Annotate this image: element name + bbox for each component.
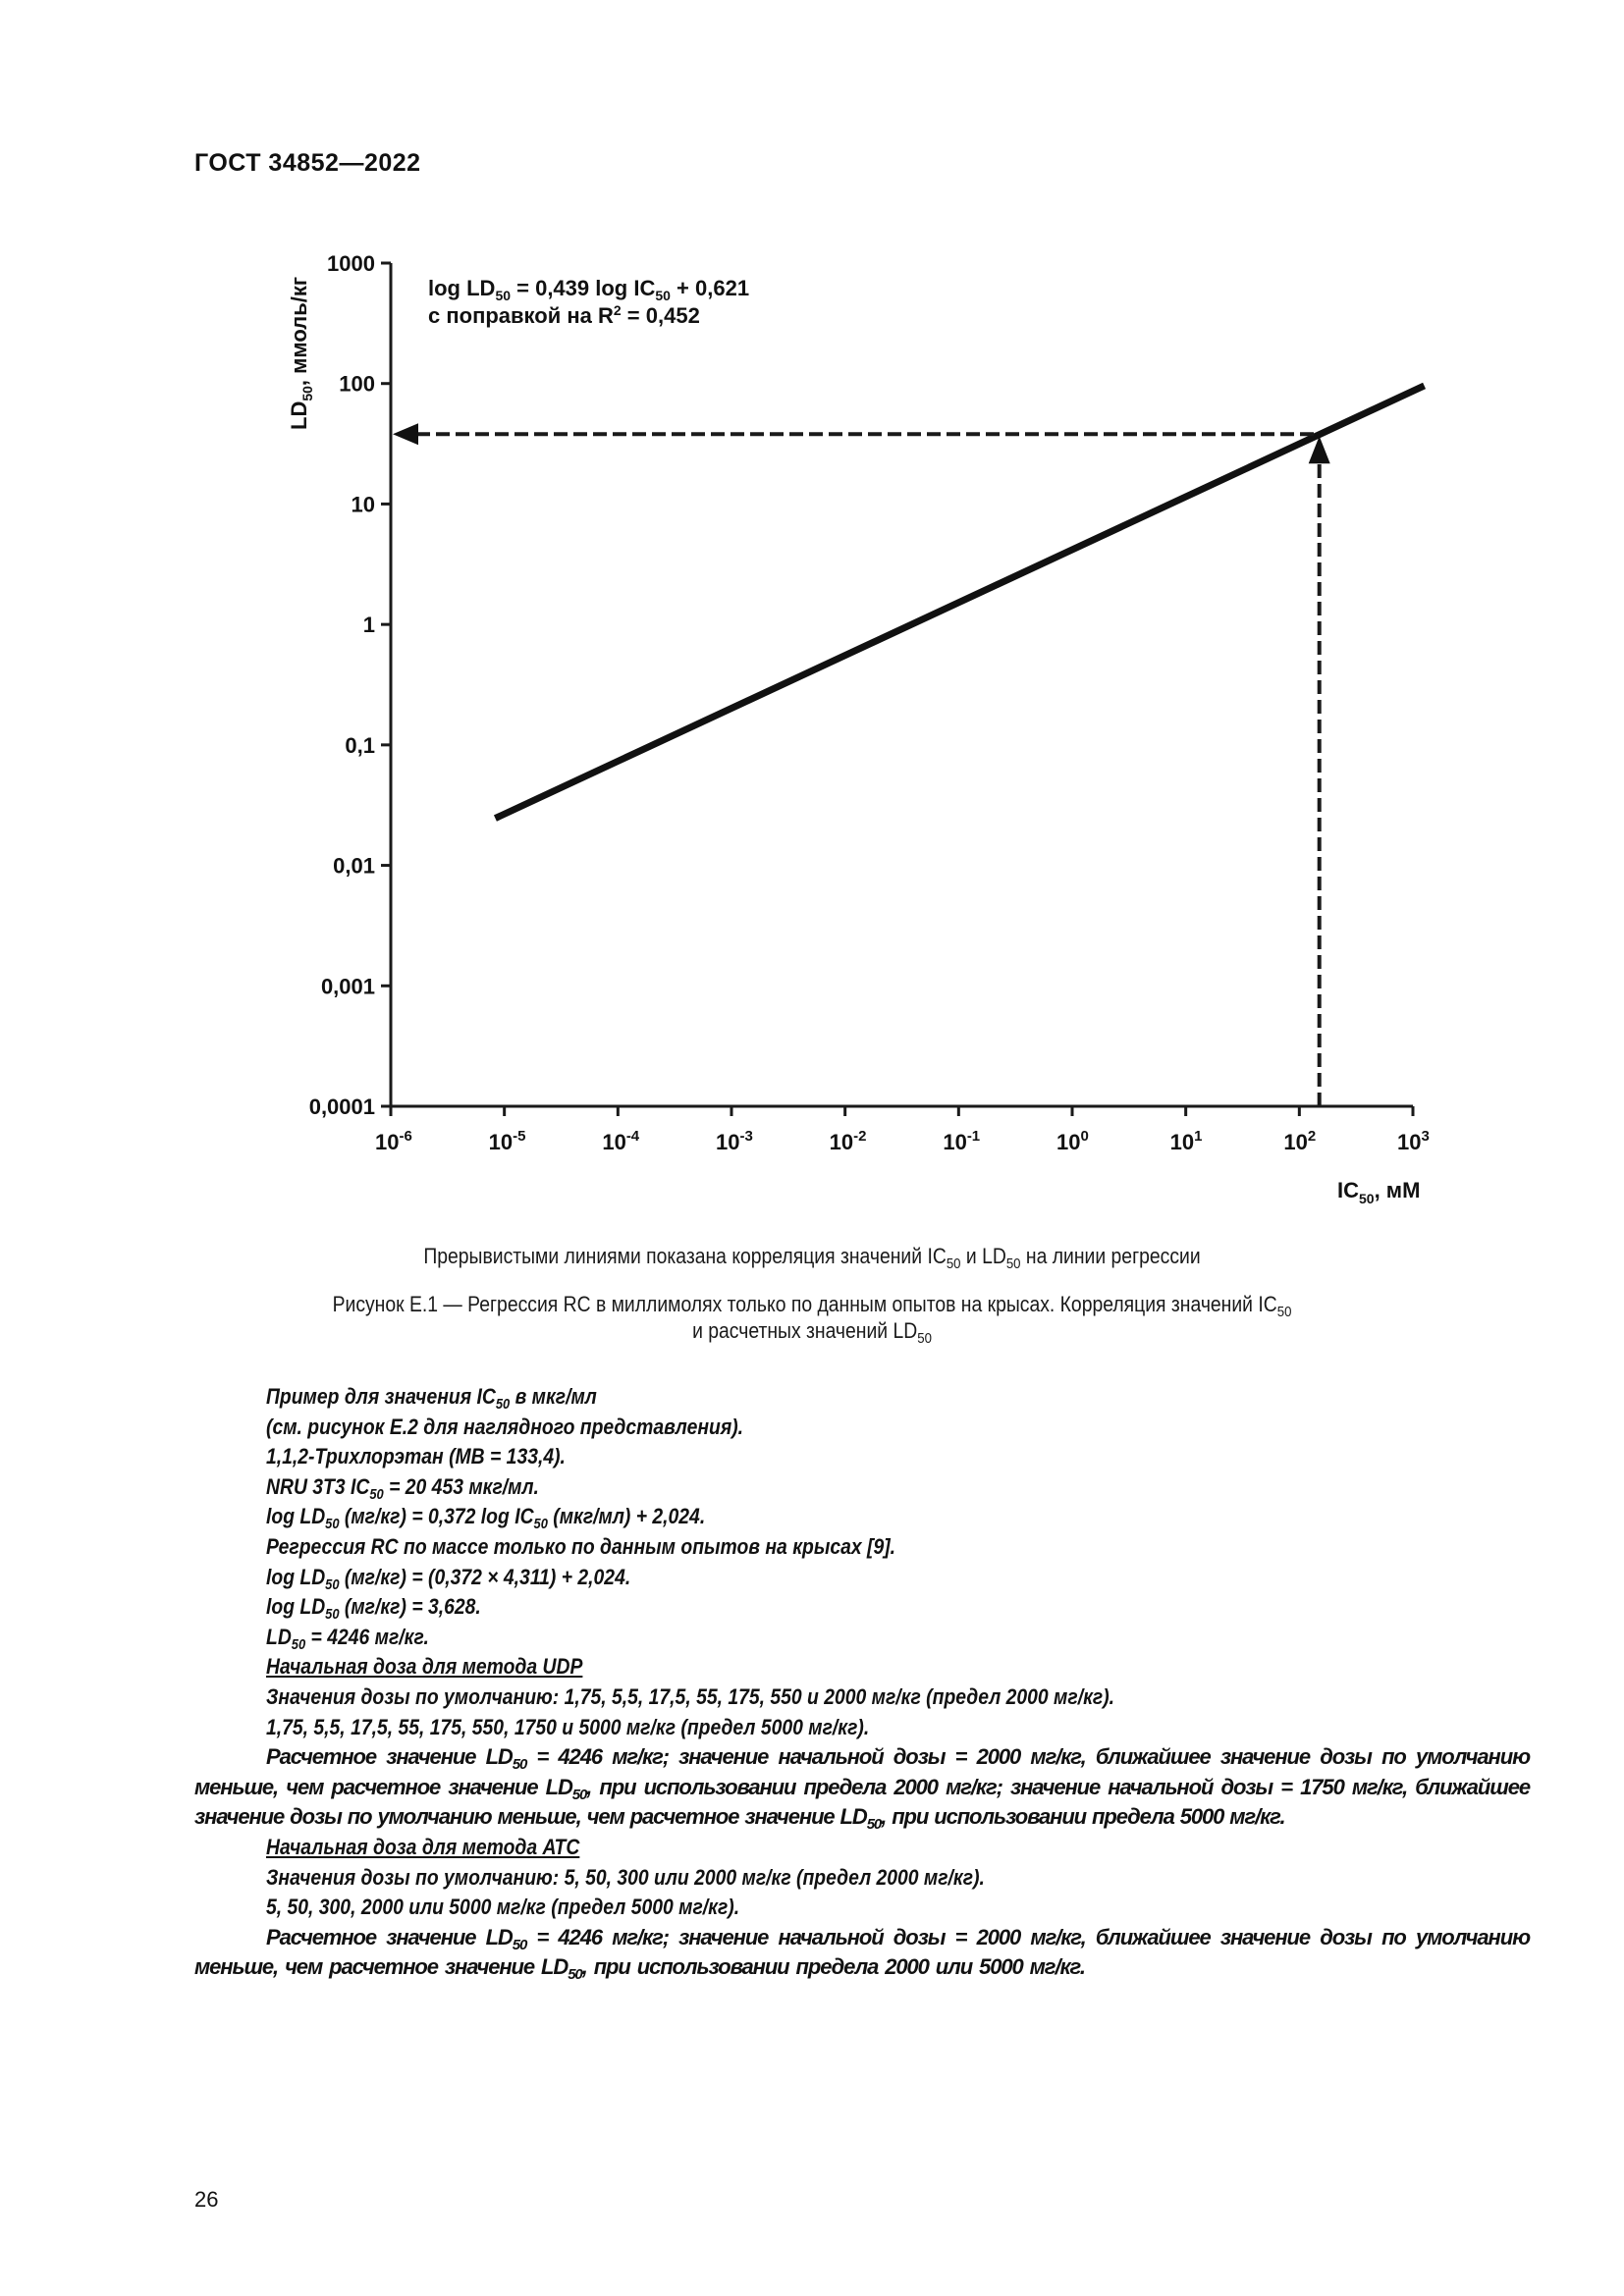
- axes: [383, 263, 1413, 1114]
- x-tick-label: $10^3$: [1397, 1128, 1430, 1154]
- example-line: $\log LD_{50}$ (мг/кг) = 3,628.: [266, 1594, 481, 1624]
- document-header: ГОСТ 34852—2022: [194, 149, 421, 177]
- atc-heading: Начальная доза для метода АТС: [266, 1834, 580, 1859]
- example-line: 1,1,2-Трихлорэтан (МВ = 133,4).: [266, 1444, 566, 1469]
- page-number: 26: [194, 2187, 219, 2212]
- udp-line: 1,75, 5,5, 17,5, 55, 175, 550, 1750 и 5000 мг/кг (предел 5000 мг/кг).: [266, 1714, 870, 1739]
- udp-heading: Начальная доза для метода UDP: [266, 1654, 583, 1680]
- x-tick-label: $10^0$: [1056, 1128, 1089, 1154]
- x-tick-label: $10^2$: [1283, 1128, 1317, 1154]
- example-line: Регрессия RC по массе только по данным опытов на крысах [9].: [266, 1533, 896, 1559]
- example-line: $\log LD_{50}$ (мг/кг) = (0,372 × 4,311) + 2,024.: [266, 1564, 631, 1593]
- y-tick-label: 0,001: [320, 974, 375, 999]
- arrow-left-icon: [393, 423, 418, 445]
- x-axis-label: $IC_{50}$, мМ: [1337, 1178, 1421, 1206]
- example-line: NRU 3T3 $IC_{50} = 20$ 453 мкг/мл.: [266, 1473, 539, 1503]
- y-ticks: [309, 251, 391, 1119]
- udp-paragraph: Расчетное значение $LD_{50} = 4246$ мг/кг; значение начальной дозы = 2000 мг/кг, ближайшее значение дозы по умолчанию меньше, чем расчетное значение $LD_{50}$, при использовании предела 2000 мг/кг; значение начальной дозы = 1750 мг/кг, ближайшее значение дозы по умолчанию меньше, чем расчетное значение $LD_{50}$, при использовании предела 5000 мг/кг.: [194, 1744, 1530, 1834]
- x-ticks: [375, 1106, 1430, 1154]
- y-tick-label: 0,1: [345, 732, 375, 758]
- figure-caption-line2: и расчетных значений $LD_{50}$: [692, 1318, 932, 1347]
- y-tick-label: 0,0001: [308, 1095, 375, 1119]
- regression-line: [495, 386, 1424, 819]
- y-tick-label: 10: [351, 492, 375, 517]
- x-tick-label: $10^{-1}$: [943, 1128, 981, 1154]
- example-line: (см. рисунок Е.2 для наглядного представления).: [266, 1414, 744, 1439]
- correlation-arrows: [393, 423, 1330, 1106]
- figure-caption-line1: Рисунок Е.1 — Регрессия RC в миллимолях только по данным опытов на крысах. Корреляция значений $IC_{50}$: [332, 1292, 1292, 1320]
- y-tick-label: 0,01: [333, 853, 375, 879]
- x-tick-label: $10^1$: [1169, 1128, 1203, 1154]
- y-axis-label: $LD_{50}$, ммоль/кг: [287, 276, 315, 430]
- atc-line: 5, 50, 300, 2000 или 5000 мг/кг (предел 5000 мг/кг).: [266, 1895, 740, 1920]
- y-tick-label: 1000: [327, 251, 375, 276]
- x-tick-label: $10^{-4}$: [602, 1128, 640, 1154]
- example-line: $\log LD_{50}$ (мг/кг) = 0,372 $\log IC_{50}$ (мкг/мл) + 2,024.: [266, 1504, 706, 1533]
- example-title: Пример для значения $IC_{50}$ в мкг/мл: [266, 1384, 597, 1413]
- chart-note: Прерывистыми линиями показана корреляция значений $IC_{50}$ и $LD_{50}$ на линии регрессии: [423, 1244, 1201, 1272]
- udp-line: Значения дозы по умолчанию: 1,75, 5,5, 17,5, 55, 175, 550 и 2000 мг/кг (предел 2000 мг/кг).: [266, 1683, 1115, 1709]
- x-tick-label: $10^{-5}$: [488, 1128, 526, 1154]
- x-tick-label: $10^{-3}$: [716, 1128, 753, 1154]
- series: [495, 386, 1424, 819]
- example-line: $LD_{50} = 4246$ мг/кг.: [266, 1624, 429, 1653]
- x-tick-label: $10^{-2}$: [829, 1128, 867, 1154]
- example-text: [194, 1382, 1530, 1983]
- y-tick-label: 1: [362, 613, 375, 638]
- x-tick-label: $10^{-6}$: [375, 1128, 412, 1154]
- atc-paragraph: Расчетное значение $LD_{50} = 4246$ мг/кг; значение начальной дозы = 2000 мг/кг, ближайшее значение дозы по умолчанию меньше, чем расчетное значение $LD_{50}$, при использовании предела 2000 или 5000 мг/кг.: [194, 1924, 1530, 1984]
- regression-equation: $\log LD_{50} = 0,439$ $\log IC_{50} + 0,621$: [428, 276, 750, 303]
- y-tick-label: 100: [339, 371, 375, 397]
- atc-line: Значения дозы по умолчанию: 5, 50, 300 или 2000 мг/кг (предел 2000 мг/кг).: [266, 1864, 985, 1890]
- r-squared-annotation: с поправкой на $R^2 = 0,452$: [428, 302, 700, 328]
